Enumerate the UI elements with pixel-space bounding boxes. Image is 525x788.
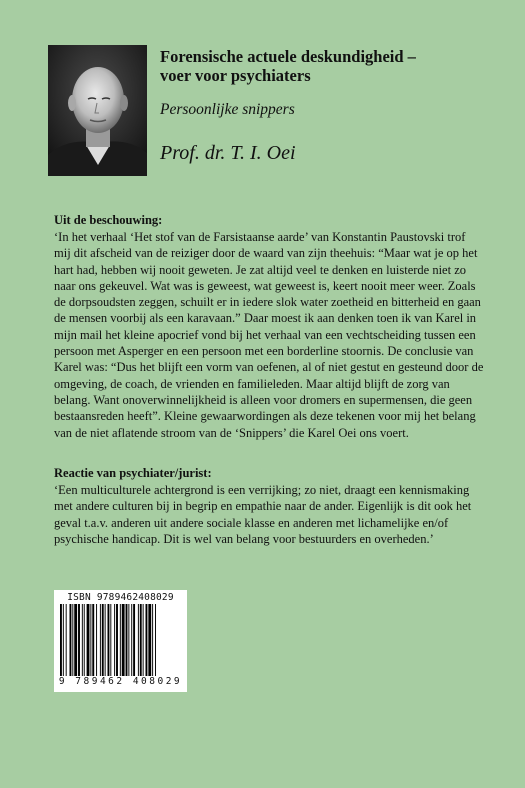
barcode-bar <box>120 604 121 676</box>
barcode-bar <box>63 604 64 676</box>
author-photo <box>48 45 147 176</box>
title-line-1: Forensische actuele deskundigheid – <box>160 47 416 66</box>
barcode-bar <box>92 604 94 676</box>
barcode-bar <box>82 604 83 676</box>
barcode-bar <box>122 604 125 676</box>
barcode-bar <box>102 604 104 676</box>
barcode-bar <box>84 604 85 676</box>
section-body-reactie: ‘Een multiculturele achtergrond is een verrijking; zo niet, draagt een kennismaking met andere culturen bij in begrip en empathie naar de ander. Eigenlijk is dit ook het geval t.a.v. anderen uit andere sociale klasse en anderen met lichamelijke en/of psychische handicap. Dit is wel van belang voor bestuurders en overheden.’ <box>54 483 472 546</box>
isbn-digits: 9 789462 408029 <box>58 676 183 687</box>
barcode-bar <box>131 604 132 676</box>
barcode-bar <box>116 604 118 676</box>
barcode-bar <box>114 604 115 676</box>
barcode-bar <box>72 604 73 676</box>
barcode-bar <box>108 604 110 676</box>
book-title <box>160 47 490 85</box>
title-line-2: voer voor psychiaters <box>160 66 311 85</box>
barcode-bar <box>96 604 97 676</box>
barcode-bar <box>155 604 156 676</box>
barcode-bar <box>74 604 77 676</box>
barcode-bar <box>133 604 135 676</box>
section-heading-reactie: Reactie van psychiater/jurist: <box>54 466 212 480</box>
barcode-bar <box>87 604 90 676</box>
barcode-bar <box>138 604 139 676</box>
barcode-bar <box>143 604 144 676</box>
barcode-bar <box>152 604 153 676</box>
barcode-bars <box>59 604 182 677</box>
barcode-bar <box>70 604 72 676</box>
author-name: Prof. dr. T. I. Oei <box>160 142 296 164</box>
barcode-bar <box>126 604 128 676</box>
section-body-beschouwing: ‘In het verhaal ‘Het stof van de Farsistaanse aarde’ van Konstantin Paustovski trof mij dit afscheid van de reiziger door de waard van zijn theehuis: “Maar wat je op het hart had, hebben wij nooit geweten. Je zat altijd veel te denken en luisterde niet zo naar ons gekeuvel. Wat was is geweest, wat geweest is, keert nooit meer weer. Zoals de dorpsoudsten zeggen, schuilt er in iedere slok water zoetheid en bitterheid en gaan de mensen voorbij als een karavaan.” Daar moest ik aan denken toen ik van Karel in mijn mail het kleine apocrief vond bij het verhaal van een vechtscheiding tussen een persoon met Asperger en een persoon met een borderline stoornis. De conclusie van Karel was: “Dus het blijft een vorm van oefenen, al of niet gestut en gesteund door de omgeving, de coach, de vrienden en familieleden. Maar altijd blijft de zorg van belang. Want onoverwinnelijkheid is alleen voor dromers en supermensen, die geen bestaansreden heeft”. Kleine gewaarwordingen als deze tekenen voor mij het belang van de niet aflatende stroom van de ‘Snippers’ die Karel Oei ons voert. <box>54 230 484 440</box>
isbn-label: ISBN 9789462408029 <box>67 592 174 603</box>
barcode-bar <box>105 604 106 676</box>
barcode-bar <box>100 604 101 676</box>
barcode-bar <box>90 604 91 676</box>
barcode-bar <box>78 604 80 676</box>
isbn-barcode <box>54 590 187 692</box>
section-heading-beschouwing: Uit de beschouwing: <box>54 213 163 227</box>
barcode-bar <box>60 604 62 676</box>
barcode-bar <box>148 604 151 676</box>
barcode-bar <box>66 604 67 676</box>
barcode-bar <box>146 604 148 676</box>
barcode-bar <box>128 604 129 676</box>
book-subtitle: Persoonlijke snippers <box>160 101 295 118</box>
barcode-bar <box>110 604 111 676</box>
barcode-bar <box>140 604 142 676</box>
